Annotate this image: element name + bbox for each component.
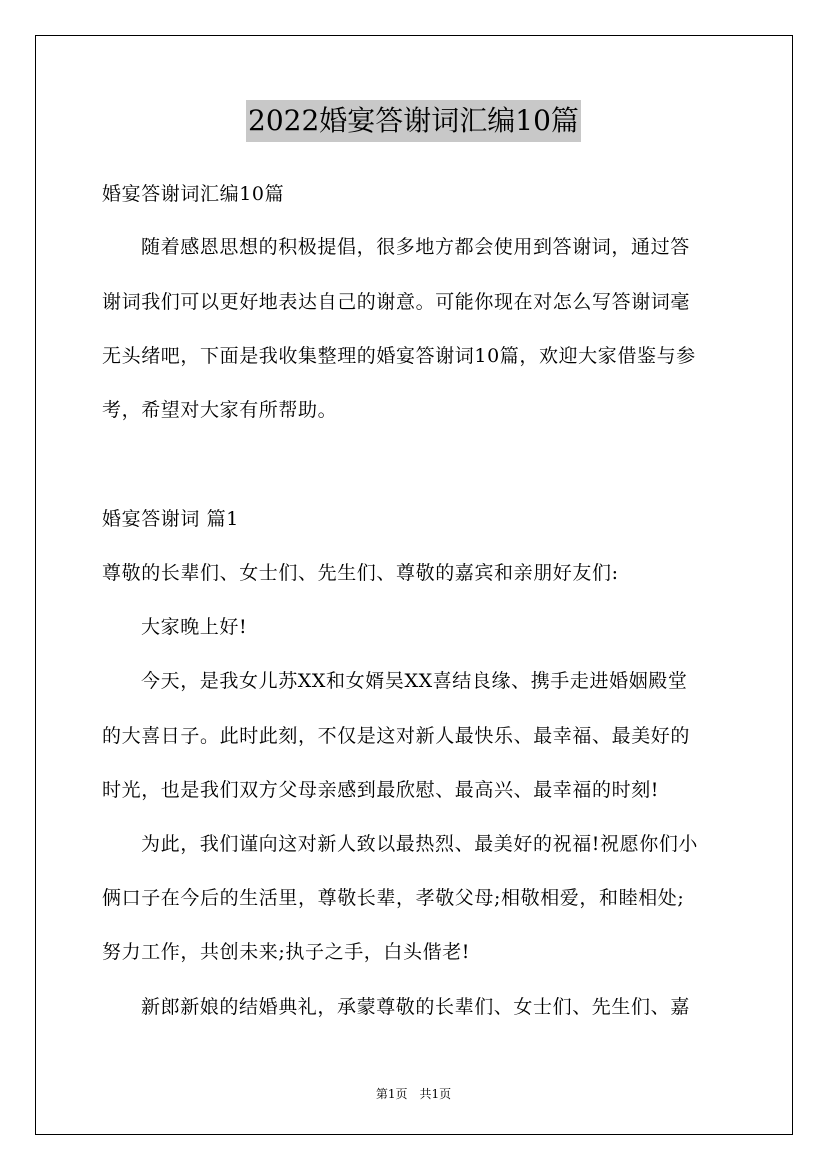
intro-line: 谢词我们可以更好地表达自己的谢意。可能你现在对怎么写答谢词毫: [102, 291, 691, 313]
section-heading: 婚宴答谢词 篇1: [102, 508, 239, 530]
paragraph-line: 今天，是我女儿苏XX和女婿吴XX喜结良缘、携手走进婚姻殿堂: [141, 670, 688, 692]
document-title: 2022婚宴答谢词汇编10篇: [246, 100, 581, 142]
paragraph-line: 新郎新娘的结婚典礼，承蒙尊敬的长辈们、女士们、先生们、嘉: [141, 996, 690, 1018]
page-number: 第1页 共1页: [375, 1087, 452, 1101]
intro-line: 无头绪吧，下面是我收集整理的婚宴答谢词10篇，欢迎大家借鉴与参: [102, 345, 696, 367]
paragraph-line: 时光，也是我们双方父母亲感到最欣慰、最高兴、最幸福的时刻!: [102, 779, 660, 801]
title-container: [0, 100, 827, 142]
intro-line: 考，希望对大家有所帮助。: [102, 399, 338, 421]
document-subtitle: 婚宴答谢词汇编10篇: [102, 183, 285, 205]
paragraph-line: 的大喜日子。此时此刻，不仅是这对新人最快乐、最幸福、最美好的: [102, 725, 691, 747]
intro-line: 随着感恩思想的积极提倡，很多地方都会使用到答谢词，通过答: [141, 236, 690, 258]
paragraph-line: 俩口子在今后的生活里，尊敬长辈，孝敬父母;相敬相爱，和睦相处;: [102, 887, 685, 909]
salutation: 尊敬的长辈们、女士们、先生们、尊敬的嘉宾和亲朋好友们:: [102, 562, 619, 584]
paragraph-line: 为此，我们谨向这对新人致以最热烈、最美好的祝福!祝愿你们小: [141, 833, 699, 855]
paragraph-line: 努力工作，共创未来;执子之手，白头偕老!: [102, 941, 471, 963]
greeting: 大家晚上好!: [141, 616, 248, 638]
